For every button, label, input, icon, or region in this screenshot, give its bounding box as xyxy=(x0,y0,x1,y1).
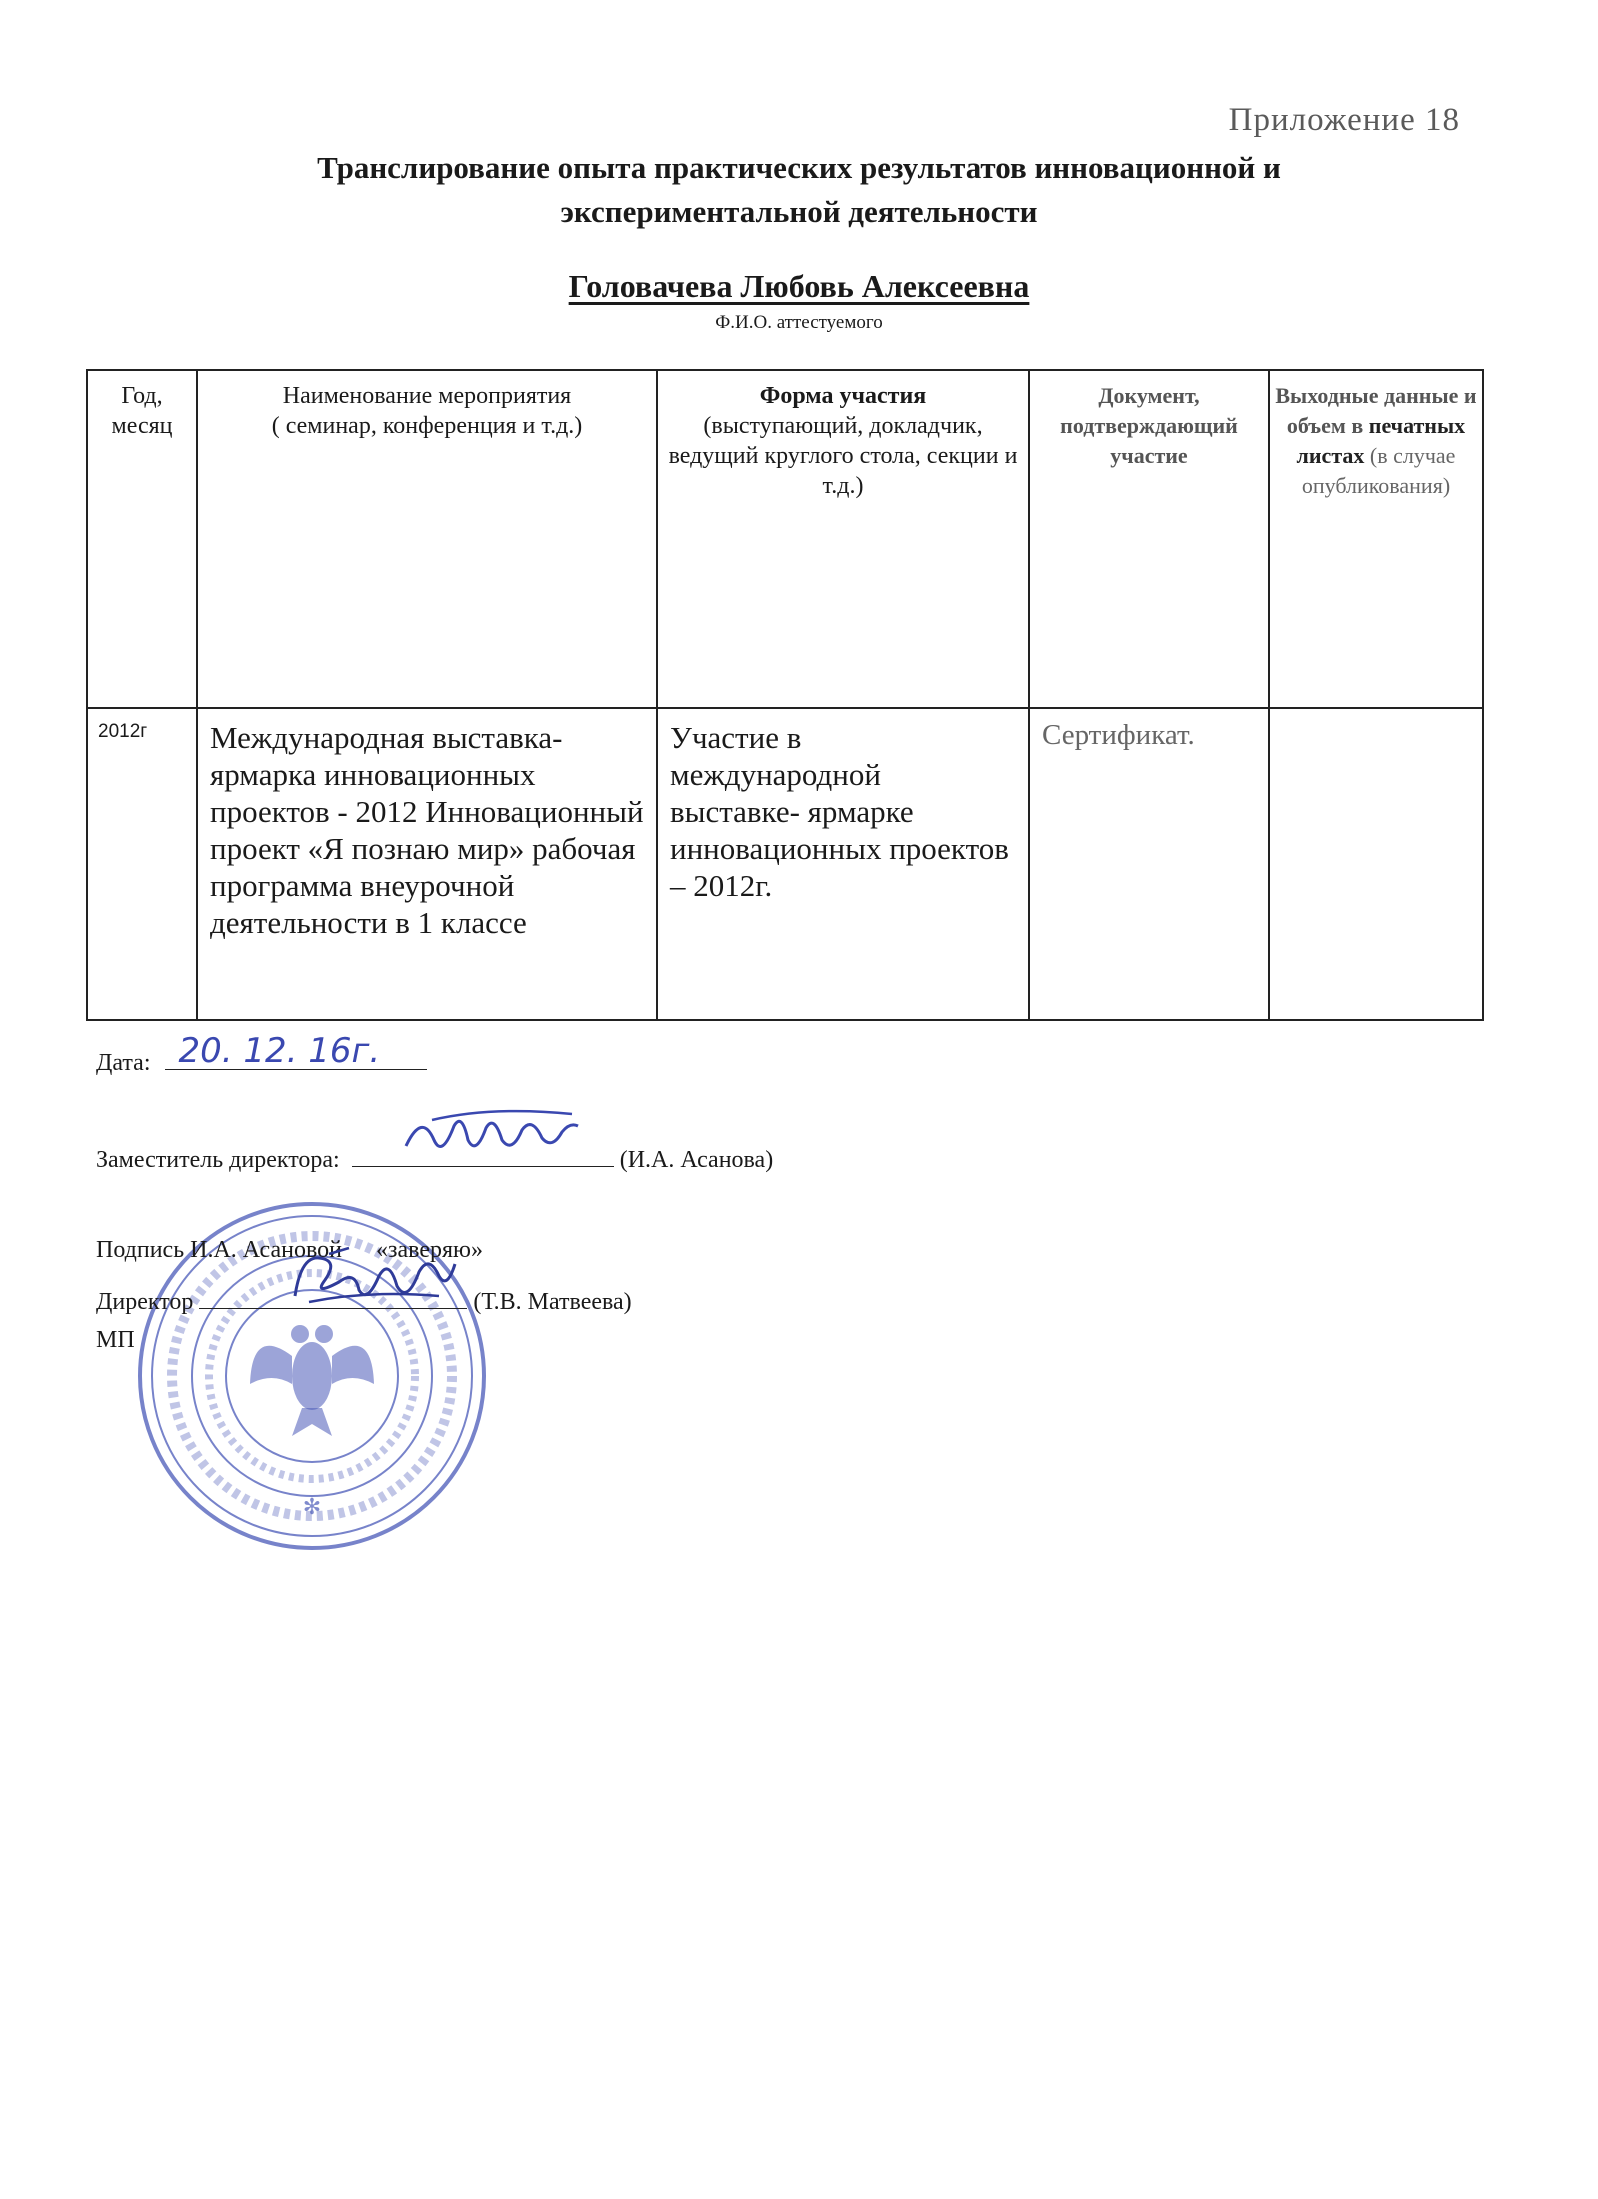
cell-event: Международная выставка-ярмарка инновационных проектов - 2012 Инновационный проект «Я познаю мир» рабочая программа внеурочной деятельности в 1 классе xyxy=(197,708,657,1020)
eagle-emblem-icon xyxy=(250,1325,374,1436)
person-caption: Ф.И.О. аттестуемого xyxy=(715,312,883,333)
title-line-1: Транслирование опыта практических результатов инновационной и xyxy=(317,150,1281,185)
header-year-month: Год, месяц xyxy=(87,370,197,708)
header-event-name-bold: Наименование мероприятия xyxy=(282,383,572,409)
director-signature-line xyxy=(199,1282,467,1309)
person-name xyxy=(0,268,1598,305)
date-label: Дата: xyxy=(96,1050,151,1076)
table-header-row xyxy=(87,370,1483,708)
mp-label: МП xyxy=(96,1327,135,1353)
person-full-name: Головачева Любовь Алексеевна xyxy=(568,268,1030,304)
deputy-row xyxy=(96,1140,773,1174)
title-line-2: экспериментальной деятельности xyxy=(560,194,1038,229)
sign-text: Подпись И.А. Асановой xyxy=(96,1237,342,1263)
appendix-label: Приложение 18 xyxy=(1228,102,1460,138)
deputy-name: (И.А. Асанова) xyxy=(619,1147,774,1173)
deputy-label: Заместитель директора: xyxy=(96,1147,340,1173)
table-row xyxy=(87,708,1483,1020)
cell-document: Сертификат. xyxy=(1029,708,1269,1020)
header-output-post: (в случае опубликования) xyxy=(1301,443,1456,498)
header-output-bold: печатных листах xyxy=(1296,413,1466,468)
header-event-name xyxy=(197,370,657,708)
header-output-pre: Выходные данные и объем в xyxy=(1275,383,1477,438)
director-signature-icon xyxy=(289,1246,459,1312)
header-participation-bold: Форма участия xyxy=(759,383,927,409)
date-handwritten: 20. 12. 16г. xyxy=(178,1031,381,1071)
header-document xyxy=(1029,370,1269,708)
director-row xyxy=(96,1282,632,1316)
document-title xyxy=(0,146,1598,234)
cell-year: 2012г xyxy=(87,708,197,1020)
certify-text: «заверяю» xyxy=(376,1237,483,1263)
director-name: (Т.В. Матвеева) xyxy=(473,1289,632,1315)
deputy-signature-line xyxy=(352,1140,614,1167)
deputy-signature-icon xyxy=(402,1106,582,1168)
events-table xyxy=(86,369,1484,1021)
header-document-text: Документ, подтверждающий участие xyxy=(1060,383,1238,468)
header-event-name-sub: ( семинар, конференция и т.д.) xyxy=(271,413,583,439)
cell-participation: Участие в международной выставке- ярмарке инновационных проектов – 2012г. xyxy=(657,708,1029,1020)
cell-output xyxy=(1269,708,1483,1020)
header-participation-sub: (выступающий, докладчик, ведущий круглого стола, секции и т.д.) xyxy=(668,413,1018,499)
date-field xyxy=(165,1031,427,1071)
date-row xyxy=(96,1031,427,1077)
header-participation xyxy=(657,370,1029,708)
header-output xyxy=(1269,370,1483,708)
svg-text:✻: ✻ xyxy=(302,1494,322,1519)
director-label: Директор xyxy=(96,1289,194,1315)
